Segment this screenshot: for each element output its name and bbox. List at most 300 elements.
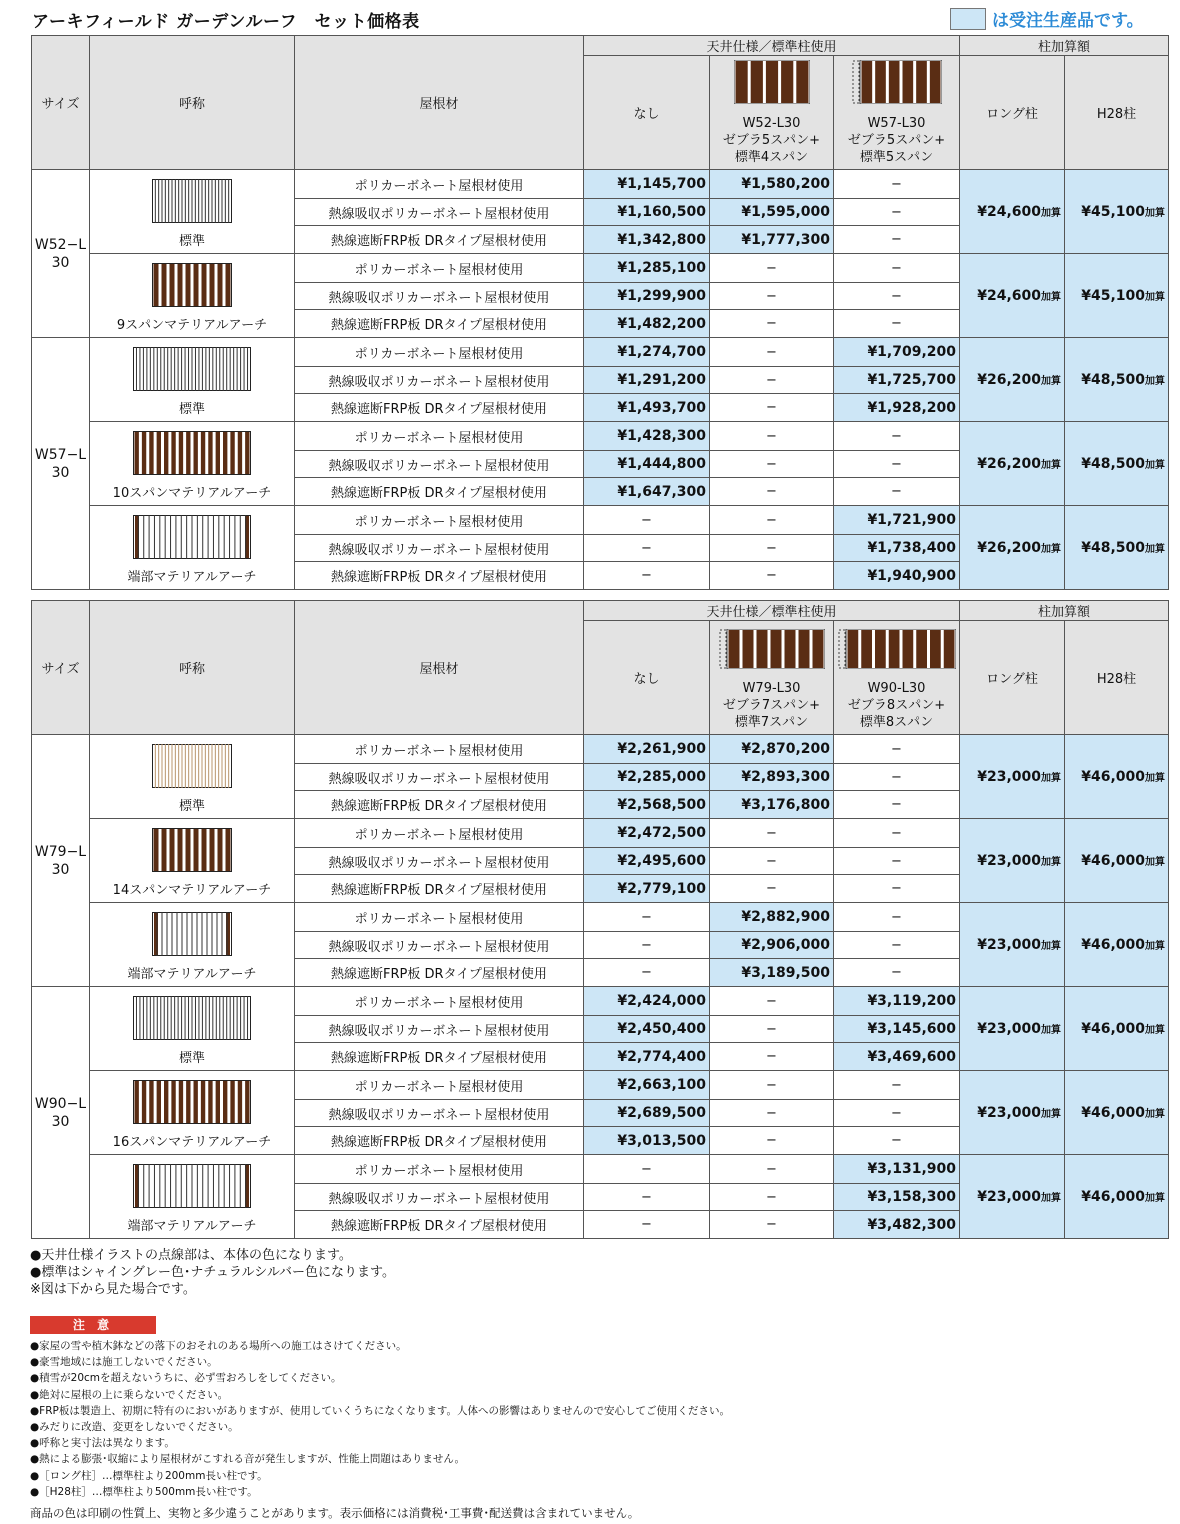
header-name: 呼称 <box>90 36 295 170</box>
table-row <box>32 422 1169 451</box>
name-cell <box>90 422 295 506</box>
price-cell: − <box>710 848 834 875</box>
extra-suffix: 加算 <box>1145 375 1166 387</box>
ceiling-col-line2: ゼブラ5スパン+ <box>722 133 821 148</box>
price-cell: ¥2,893,300 <box>710 764 834 791</box>
price-cell: − <box>710 338 834 367</box>
h28-pillar-extra <box>1065 819 1169 903</box>
price-cell: − <box>834 1071 960 1100</box>
name-label: 標準 <box>178 799 205 814</box>
material-cell: 熱線吸収ポリカーボネート屋根材使用 <box>295 451 584 478</box>
price-cell: − <box>584 903 710 932</box>
extra-amount: ¥48,500 <box>1081 371 1146 388</box>
price-cell: ¥1,493,700 <box>584 394 710 422</box>
legend-text: は受注生産品です。 <box>992 11 1144 31</box>
price-cell: − <box>710 562 834 590</box>
price-cell: ¥1,342,800 <box>584 226 710 254</box>
caution-list <box>30 1338 730 1500</box>
name-label: 9スパンマテリアルアーチ <box>116 318 268 333</box>
extra-amount: ¥24,600 <box>977 287 1042 304</box>
ceiling-col-line2: ゼブラ7スパン+ <box>722 698 821 713</box>
price-cell: − <box>584 959 710 987</box>
price-cell: ¥2,568,500 <box>584 791 710 819</box>
header-name: 呼称 <box>90 601 295 735</box>
extra-amount: ¥24,600 <box>977 203 1042 220</box>
price-cell: ¥1,299,900 <box>584 283 710 310</box>
price-cell: ¥2,495,600 <box>584 848 710 875</box>
h28-pillar-extra <box>1065 254 1169 338</box>
ceiling-spec-icon <box>852 60 942 109</box>
price-cell: − <box>710 1211 834 1239</box>
material-cell: 熱線遮断FRP板 DRタイプ屋根材使用 <box>295 562 584 590</box>
price-cell: − <box>834 283 960 310</box>
material-cell: 熱線吸収ポリカーボネート屋根材使用 <box>295 1100 584 1127</box>
extra-amount: ¥48,500 <box>1081 539 1146 556</box>
price-cell: ¥1,928,200 <box>834 394 960 422</box>
extra-amount: ¥46,000 <box>1081 1188 1146 1205</box>
name-cell <box>90 1155 295 1239</box>
long-pillar-extra <box>960 506 1065 590</box>
extra-suffix: 加算 <box>1145 856 1166 868</box>
price-cell: ¥1,285,100 <box>584 254 710 283</box>
extra-amount: ¥46,000 <box>1081 768 1146 785</box>
header-none: なし <box>584 56 710 170</box>
note: ●標準はシャイングレー色･ナチュラルシルバー色になります。 <box>30 1265 395 1280</box>
price-cell: − <box>584 1211 710 1239</box>
header-pillar-group: 柱加算額 <box>960 601 1169 621</box>
price-cell: ¥3,013,500 <box>584 1127 710 1155</box>
price-cell: ¥2,882,900 <box>710 903 834 932</box>
h28-pillar-extra <box>1065 735 1169 819</box>
price-cell: − <box>710 1127 834 1155</box>
table-row <box>32 735 1169 764</box>
table-row <box>32 254 1169 283</box>
header-ceiling-w52-l30 <box>710 56 834 170</box>
price-cell: ¥2,424,000 <box>584 987 710 1016</box>
name-cell <box>90 170 295 254</box>
price-cell: − <box>834 848 960 875</box>
price-cell: − <box>584 562 710 590</box>
note: ●天井仕様イラストの点線部は、本体の色になります。 <box>30 1248 352 1263</box>
price-cell: ¥1,721,900 <box>834 506 960 535</box>
material-cell: 熱線遮断FRP板 DRタイプ屋根材使用 <box>295 226 584 254</box>
material-cell: 熱線遮断FRP板 DRタイプ屋根材使用 <box>295 1043 584 1071</box>
price-cell: ¥2,870,200 <box>710 735 834 764</box>
h28-pillar-extra <box>1065 506 1169 590</box>
ceiling-col-line3: 標準8スパン <box>859 715 934 730</box>
price-cell: ¥2,261,900 <box>584 735 710 764</box>
size-cell: W57−L30 <box>32 338 90 590</box>
price-cell: − <box>710 1155 834 1184</box>
header-size: サイズ <box>32 601 90 735</box>
price-cell: ¥2,689,500 <box>584 1100 710 1127</box>
extra-suffix: 加算 <box>1041 375 1062 387</box>
price-cell: − <box>834 819 960 848</box>
price-cell: ¥1,647,300 <box>584 478 710 506</box>
extra-amount: ¥23,000 <box>977 1104 1042 1121</box>
ceiling-col-code: W52-L30 <box>742 116 801 131</box>
caution-item: ●豪雪地域には施工しないでください。 <box>30 1356 218 1369</box>
roof-pattern-icon <box>133 1164 251 1213</box>
price-cell: − <box>710 254 834 283</box>
extra-suffix: 加算 <box>1041 1108 1062 1120</box>
h28-pillar-extra <box>1065 987 1169 1071</box>
caution-item: ●呼称と実寸法は異なります。 <box>30 1437 175 1450</box>
price-cell: − <box>710 451 834 478</box>
price-cell: − <box>584 932 710 959</box>
name-cell <box>90 903 295 987</box>
material-cell: 熱線遮断FRP板 DRタイプ屋根材使用 <box>295 1211 584 1239</box>
price-cell: − <box>834 1100 960 1127</box>
legend <box>950 6 1144 31</box>
price-cell: − <box>710 478 834 506</box>
material-cell: ポリカーボネート屋根材使用 <box>295 987 584 1016</box>
extra-amount: ¥46,000 <box>1081 852 1146 869</box>
caution-item: ●熱による膨張･収縮により屋根材がこすれる音が発生しますが、性能上問題はありません。 <box>30 1453 466 1466</box>
page-title: アーキフィールド ガーデンルーフ セット価格表 <box>32 12 420 32</box>
material-cell: 熱線吸収ポリカーボネート屋根材使用 <box>295 199 584 226</box>
material-cell: ポリカーボネート屋根材使用 <box>295 422 584 451</box>
extra-suffix: 加算 <box>1041 940 1062 952</box>
caution-item: ●積雪が20cmを超えないうちに、必ず雪おろしをしてください。 <box>30 1372 342 1385</box>
extra-amount: ¥23,000 <box>977 1188 1042 1205</box>
price-cell: − <box>834 254 960 283</box>
price-cell: − <box>710 987 834 1016</box>
roof-pattern-icon <box>152 263 232 312</box>
name-cell <box>90 735 295 819</box>
price-cell: − <box>710 1043 834 1071</box>
header-ceiling-w57-l30 <box>834 56 960 170</box>
roof-pattern-icon <box>133 515 251 564</box>
extra-suffix: 加算 <box>1145 1192 1166 1204</box>
extra-amount: ¥23,000 <box>977 768 1042 785</box>
long-pillar-extra <box>960 254 1065 338</box>
material-cell: 熱線吸収ポリカーボネート屋根材使用 <box>295 367 584 394</box>
material-cell: 熱線遮断FRP板 DRタイプ屋根材使用 <box>295 394 584 422</box>
header-none: なし <box>584 621 710 735</box>
note: ※図は下から見た場合です。 <box>30 1282 196 1297</box>
price-cell: − <box>834 226 960 254</box>
price-cell: − <box>710 422 834 451</box>
price-cell: ¥3,189,500 <box>710 959 834 987</box>
price-cell: ¥1,482,200 <box>584 310 710 338</box>
price-cell: − <box>710 875 834 903</box>
table-row <box>32 506 1169 535</box>
extra-amount: ¥23,000 <box>977 936 1042 953</box>
roof-pattern-icon <box>133 347 251 396</box>
price-cell: ¥2,906,000 <box>710 932 834 959</box>
footer-note: 商品の色は印刷の性質上、実物と多少違うことがあります。表示価格には消費税･工事費･配送費は含まれていません。 <box>30 1506 640 1520</box>
price-cell: ¥2,663,100 <box>584 1071 710 1100</box>
name-label: 端部マテリアルアーチ <box>127 967 257 982</box>
ceiling-col-line3: 標準4スパン <box>734 150 809 165</box>
extra-suffix: 加算 <box>1041 856 1062 868</box>
extra-amount: ¥23,000 <box>977 852 1042 869</box>
material-cell: ポリカーボネート屋根材使用 <box>295 1155 584 1184</box>
caution-item: ●［H28柱］…標準柱より500mm長い柱です。 <box>30 1485 258 1498</box>
material-cell: 熱線遮断FRP板 DRタイプ屋根材使用 <box>295 875 584 903</box>
caution-title: 注 意 <box>30 1316 156 1334</box>
material-cell: 熱線吸収ポリカーボネート屋根材使用 <box>295 1016 584 1043</box>
name-label: 標準 <box>178 1051 205 1066</box>
price-cell: − <box>584 506 710 535</box>
extra-amount: ¥46,000 <box>1081 1020 1146 1037</box>
extra-suffix: 加算 <box>1041 291 1062 303</box>
legend-swatch <box>950 8 986 30</box>
price-cell: ¥1,274,700 <box>584 338 710 367</box>
ceiling-col-line3: 標準5スパン <box>859 150 934 165</box>
extra-suffix: 加算 <box>1145 940 1166 952</box>
long-pillar-extra <box>960 987 1065 1071</box>
price-cell: − <box>834 310 960 338</box>
ceiling-col-code: W90-L30 <box>867 681 926 696</box>
extra-amount: ¥26,200 <box>977 371 1042 388</box>
price-table-2 <box>31 600 1169 1239</box>
price-cell: − <box>710 819 834 848</box>
price-cell: − <box>710 1184 834 1211</box>
price-cell: ¥1,725,700 <box>834 367 960 394</box>
extra-amount: ¥48,500 <box>1081 455 1146 472</box>
price-cell: ¥1,145,700 <box>584 170 710 199</box>
caution-item: ●FRP板は製造上、初期に特有のにおいがありますが、使用していくうちになくなります。人体への影響はありませんので安心してご使用ください。 <box>30 1404 730 1417</box>
price-cell: − <box>710 1016 834 1043</box>
name-cell <box>90 254 295 338</box>
roof-pattern-icon <box>152 744 232 793</box>
header-material: 屋根材 <box>295 601 584 735</box>
material-cell: ポリカーボネート屋根材使用 <box>295 254 584 283</box>
size-cell: W79−L30 <box>32 735 90 987</box>
name-label: 端部マテリアルアーチ <box>127 570 257 585</box>
price-cell: ¥1,738,400 <box>834 535 960 562</box>
price-cell: ¥3,119,200 <box>834 987 960 1016</box>
table-row <box>32 987 1169 1016</box>
h28-pillar-extra <box>1065 903 1169 987</box>
table-row <box>32 1155 1169 1184</box>
header-long-pillar: ロング柱 <box>960 621 1065 735</box>
name-label: 端部マテリアルアーチ <box>127 1219 257 1234</box>
price-cell: − <box>710 310 834 338</box>
header-ceiling-w79-l30 <box>710 621 834 735</box>
price-cell: − <box>584 1155 710 1184</box>
price-cell: − <box>710 367 834 394</box>
price-cell: ¥1,160,500 <box>584 199 710 226</box>
extra-amount: ¥45,100 <box>1081 287 1146 304</box>
extra-amount: ¥26,200 <box>977 455 1042 472</box>
price-cell: − <box>834 959 960 987</box>
header-h28-pillar: H28柱 <box>1065 621 1169 735</box>
material-cell: ポリカーボネート屋根材使用 <box>295 1071 584 1100</box>
notes <box>30 1247 395 1298</box>
price-cell: ¥1,580,200 <box>710 170 834 199</box>
h28-pillar-extra <box>1065 1071 1169 1155</box>
extra-amount: ¥46,000 <box>1081 936 1146 953</box>
extra-suffix: 加算 <box>1145 1108 1166 1120</box>
price-cell: ¥1,777,300 <box>710 226 834 254</box>
name-cell <box>90 987 295 1071</box>
material-cell: ポリカーボネート屋根材使用 <box>295 338 584 367</box>
price-cell: − <box>834 1127 960 1155</box>
extra-amount: ¥26,200 <box>977 539 1042 556</box>
extra-suffix: 加算 <box>1041 1024 1062 1036</box>
long-pillar-extra <box>960 735 1065 819</box>
price-cell: ¥2,472,500 <box>584 819 710 848</box>
ceiling-col-code: W57-L30 <box>867 116 926 131</box>
price-cell: − <box>834 478 960 506</box>
price-cell: − <box>834 932 960 959</box>
price-table-1 <box>31 35 1169 590</box>
material-cell: ポリカーボネート屋根材使用 <box>295 170 584 199</box>
price-cell: ¥2,774,400 <box>584 1043 710 1071</box>
table-row <box>32 819 1169 848</box>
caution-item: ●家屋の雪や植木鉢などの落下のおそれのある場所への施工はさけてください。 <box>30 1340 407 1352</box>
ceiling-spec-icon <box>719 629 825 674</box>
header-long-pillar: ロング柱 <box>960 56 1065 170</box>
extra-suffix: 加算 <box>1145 207 1166 219</box>
table-row <box>32 338 1169 367</box>
material-cell: 熱線遮断FRP板 DRタイプ屋根材使用 <box>295 791 584 819</box>
material-cell: 熱線吸収ポリカーボネート屋根材使用 <box>295 283 584 310</box>
name-label: 14スパンマテリアルアーチ <box>112 883 272 898</box>
table-row <box>32 170 1169 199</box>
name-cell <box>90 1071 295 1155</box>
roof-pattern-icon <box>133 431 251 480</box>
price-cell: ¥2,779,100 <box>584 875 710 903</box>
ceiling-spec-icon <box>838 629 956 674</box>
material-cell: 熱線吸収ポリカーボネート屋根材使用 <box>295 1184 584 1211</box>
material-cell: 熱線吸収ポリカーボネート屋根材使用 <box>295 535 584 562</box>
price-cell: − <box>710 535 834 562</box>
header-size: サイズ <box>32 36 90 170</box>
price-cell: − <box>710 506 834 535</box>
price-cell: ¥3,469,600 <box>834 1043 960 1071</box>
material-cell: ポリカーボネート屋根材使用 <box>295 819 584 848</box>
price-cell: ¥3,145,600 <box>834 1016 960 1043</box>
extra-amount: ¥23,000 <box>977 1020 1042 1037</box>
caution-item: ●絶対に屋根の上に乗らないでください。 <box>30 1388 229 1401</box>
roof-pattern-icon <box>133 996 251 1045</box>
extra-suffix: 加算 <box>1041 1192 1062 1204</box>
header-ceiling-w90-l30 <box>834 621 960 735</box>
price-cell: ¥3,131,900 <box>834 1155 960 1184</box>
extra-suffix: 加算 <box>1145 1024 1166 1036</box>
price-cell: ¥3,158,300 <box>834 1184 960 1211</box>
material-cell: 熱線吸収ポリカーボネート屋根材使用 <box>295 764 584 791</box>
ceiling-col-line2: ゼブラ8スパン+ <box>847 698 946 713</box>
h28-pillar-extra <box>1065 338 1169 422</box>
price-cell: − <box>710 1071 834 1100</box>
price-cell: − <box>584 1184 710 1211</box>
ceiling-col-code: W79-L30 <box>742 681 801 696</box>
price-cell: − <box>834 170 960 199</box>
price-cell: − <box>834 422 960 451</box>
price-cell: ¥2,450,400 <box>584 1016 710 1043</box>
price-cell: ¥1,940,900 <box>834 562 960 590</box>
price-cell: ¥3,482,300 <box>834 1211 960 1239</box>
header-material: 屋根材 <box>295 36 584 170</box>
h28-pillar-extra <box>1065 170 1169 254</box>
extra-suffix: 加算 <box>1145 543 1166 555</box>
material-cell: 熱線遮断FRP板 DRタイプ屋根材使用 <box>295 478 584 506</box>
header-ceiling-group: 天井仕様／標準柱使用 <box>584 601 960 621</box>
ceiling-spec-icon <box>734 60 810 109</box>
price-cell: − <box>710 394 834 422</box>
price-cell: ¥1,444,800 <box>584 451 710 478</box>
table-row <box>32 1071 1169 1100</box>
name-cell <box>90 506 295 590</box>
material-cell: 熱線遮断FRP板 DRタイプ屋根材使用 <box>295 959 584 987</box>
price-cell: ¥1,595,000 <box>710 199 834 226</box>
material-cell: 熱線遮断FRP板 DRタイプ屋根材使用 <box>295 1127 584 1155</box>
price-cell: ¥1,291,200 <box>584 367 710 394</box>
extra-amount: ¥45,100 <box>1081 203 1146 220</box>
price-cell: − <box>834 735 960 764</box>
extra-suffix: 加算 <box>1041 459 1062 471</box>
material-cell: 熱線吸収ポリカーボネート屋根材使用 <box>295 932 584 959</box>
price-cell: ¥3,176,800 <box>710 791 834 819</box>
header-ceiling-group: 天井仕様／標準柱使用 <box>584 36 960 56</box>
name-label: 10スパンマテリアルアーチ <box>112 486 272 501</box>
extra-suffix: 加算 <box>1145 772 1166 784</box>
price-cell: − <box>710 1100 834 1127</box>
name-cell <box>90 338 295 422</box>
extra-suffix: 加算 <box>1041 207 1062 219</box>
price-cell: ¥1,709,200 <box>834 338 960 367</box>
long-pillar-extra <box>960 338 1065 422</box>
long-pillar-extra <box>960 1155 1065 1239</box>
long-pillar-extra <box>960 819 1065 903</box>
price-cell: − <box>584 535 710 562</box>
extra-suffix: 加算 <box>1145 291 1166 303</box>
price-cell: − <box>834 764 960 791</box>
price-cell: ¥2,285,000 <box>584 764 710 791</box>
name-cell <box>90 819 295 903</box>
roof-pattern-icon <box>152 912 232 961</box>
extra-suffix: 加算 <box>1041 543 1062 555</box>
extra-amount: ¥46,000 <box>1081 1104 1146 1121</box>
header-pillar-group: 柱加算額 <box>960 36 1169 56</box>
roof-pattern-icon <box>152 179 232 228</box>
extra-suffix: 加算 <box>1041 772 1062 784</box>
long-pillar-extra <box>960 422 1065 506</box>
caution-item: ●［ロング柱］…標準柱より200mm長い柱です。 <box>30 1469 268 1482</box>
price-cell: ¥1,428,300 <box>584 422 710 451</box>
h28-pillar-extra <box>1065 422 1169 506</box>
price-cell: − <box>834 451 960 478</box>
price-cell: − <box>834 903 960 932</box>
material-cell: ポリカーボネート屋根材使用 <box>295 506 584 535</box>
long-pillar-extra <box>960 903 1065 987</box>
ceiling-col-line3: 標準7スパン <box>734 715 809 730</box>
table-row <box>32 903 1169 932</box>
size-cell: W52−L30 <box>32 170 90 338</box>
material-cell: 熱線吸収ポリカーボネート屋根材使用 <box>295 848 584 875</box>
material-cell: 熱線遮断FRP板 DRタイプ屋根材使用 <box>295 310 584 338</box>
price-cell: − <box>834 791 960 819</box>
roof-pattern-icon <box>133 1080 251 1129</box>
ceiling-col-line2: ゼブラ5スパン+ <box>847 133 946 148</box>
material-cell: ポリカーボネート屋根材使用 <box>295 903 584 932</box>
long-pillar-extra <box>960 1071 1065 1155</box>
material-cell: ポリカーボネート屋根材使用 <box>295 735 584 764</box>
roof-pattern-icon <box>152 828 232 877</box>
header-h28-pillar: H28柱 <box>1065 56 1169 170</box>
name-label: 標準 <box>178 234 205 249</box>
h28-pillar-extra <box>1065 1155 1169 1239</box>
price-cell: − <box>834 875 960 903</box>
size-cell: W90−L30 <box>32 987 90 1239</box>
name-label: 16スパンマテリアルアーチ <box>112 1135 272 1150</box>
long-pillar-extra <box>960 170 1065 254</box>
